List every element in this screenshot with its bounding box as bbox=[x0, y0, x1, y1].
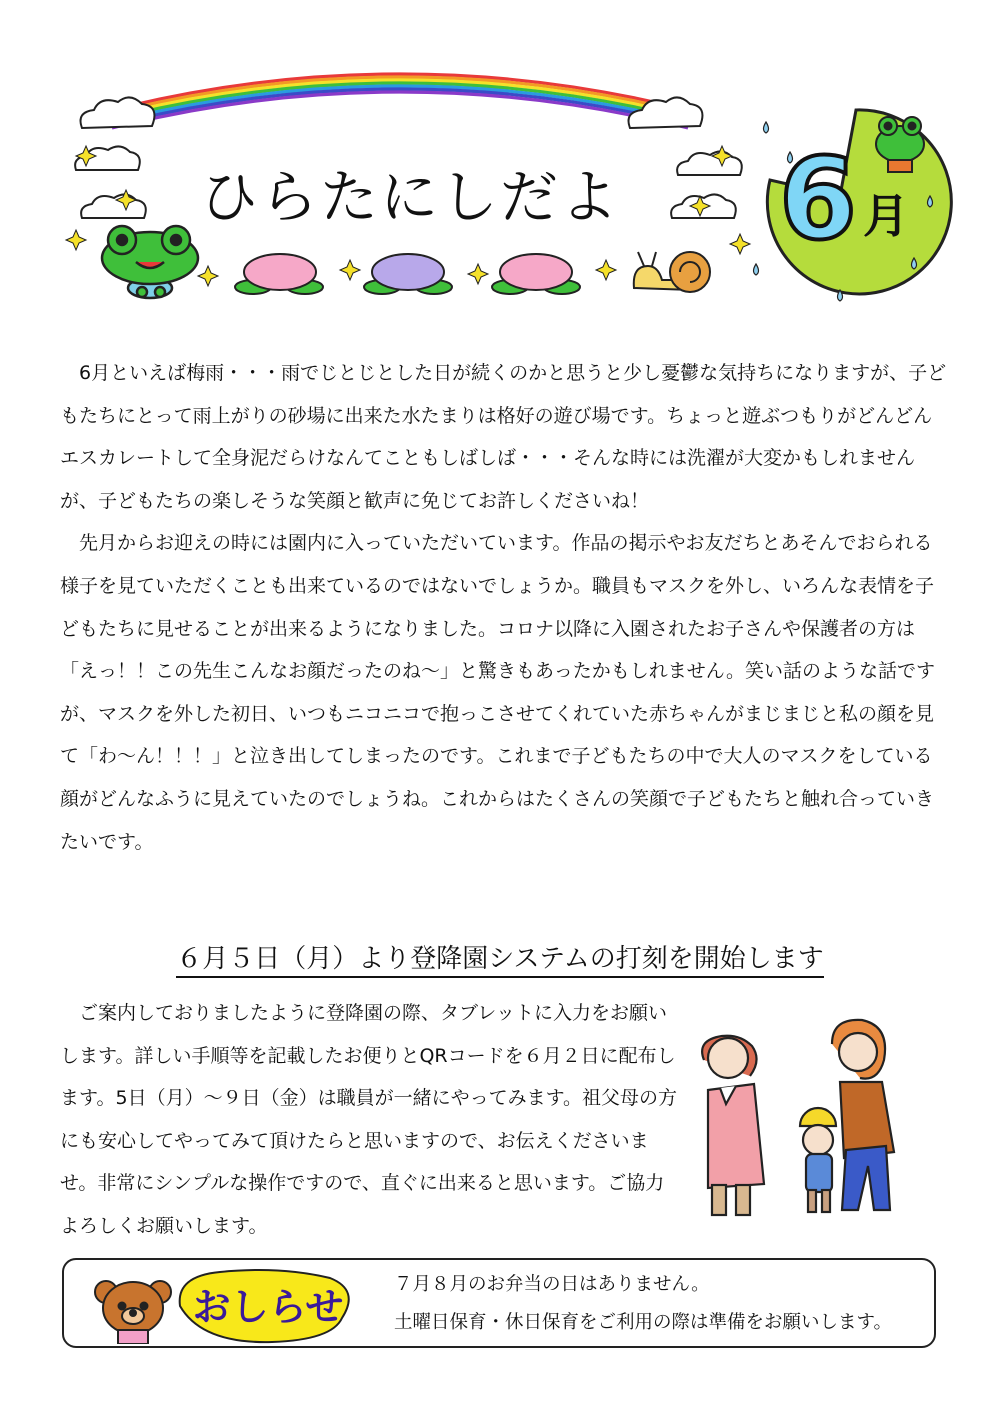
month-kanji: 月 bbox=[863, 189, 909, 243]
notice-box bbox=[62, 1258, 936, 1348]
notice-line: 土曜日保育・休日保育をご利用の際は準備をお願いします。 bbox=[394, 1312, 893, 1333]
intro-paragraph: 6月といえば梅雨・・・雨でじとじとした日が続くのかと思うと少し憂鬱な気持ちになりますが、子どもたちにとって雨上がりの砂場に出来た水たまりは格好の遊び場です。ちょっと遊ぶつもりがどんどんエスカレートして全身泥だらけなんてこともしばしば・・・そんな時には洗濯が大変かもしれませんが、子どもたちの楽しそうな笑顔と歓声に免じてお許しくださいね！ bbox=[60, 362, 947, 512]
intro-paragraph: 先月からお迎えの時には園内に入っていただいています。作品の掲示やお友だちとあそんでおられる様子を見ていただくことも出来ているのではないでしょうか。職員もマスクを外し、いろんな表情を子どもたちに見せることが出来るようになりました。コロナ以降に入園されたお子さんや保護者の方は「えっ！！この先生こんなお顔だったのね～」と驚きもあったかもしれません。笑い話のような話ですが、マスクを外した初日、いつもニコニコで抱っこさせてくれていた赤ちゃんがまじまじと私の顔を見て「わ～ん！！！」と泣き出してしまったのです。これまで子どもたちの中で大人のマスクをしている顔がどんなふうに見えていたのでしょうね。これからはたくさんの笑顔で子どもたちと触れ合っていきたいです。 bbox=[60, 532, 935, 853]
page-title: ひらたにしだよ bbox=[199, 163, 620, 231]
rainbow bbox=[112, 74, 688, 128]
section-text bbox=[60, 992, 680, 1247]
intro-text bbox=[60, 352, 950, 863]
notice-badge-illustration bbox=[84, 1266, 364, 1344]
snail-illustration bbox=[634, 252, 710, 292]
notice-text bbox=[394, 1266, 934, 1342]
frog-illustration bbox=[102, 226, 198, 298]
section-heading-text: ６月５日（月）より登降園システムの打刻を開始します bbox=[176, 944, 823, 978]
section-heading bbox=[150, 938, 850, 975]
section-paragraph: ご案内しておりましたように登降園の際、タブレットに入力をお願いします。詳しい手順等を記載したお便りとQRコードを６月２日に配布します。5日（月）～９日（金）は職員が一緒にやってみます。祖父母の方にも安心してやってみて頂けたらと思いますので、お伝えくださいませ。非常にシンプルな操作ですので、直ぐに出来ると思います。ご協力よろしくお願いします。 bbox=[60, 1002, 678, 1237]
family-illustration bbox=[682, 1000, 942, 1230]
notice-line: ７月８月のお弁当の日はありません。 bbox=[394, 1274, 710, 1295]
notice-badge-text: おしらせ bbox=[192, 1285, 344, 1329]
month-number: 6 bbox=[779, 135, 857, 265]
hydrangea-flowers bbox=[235, 254, 580, 294]
